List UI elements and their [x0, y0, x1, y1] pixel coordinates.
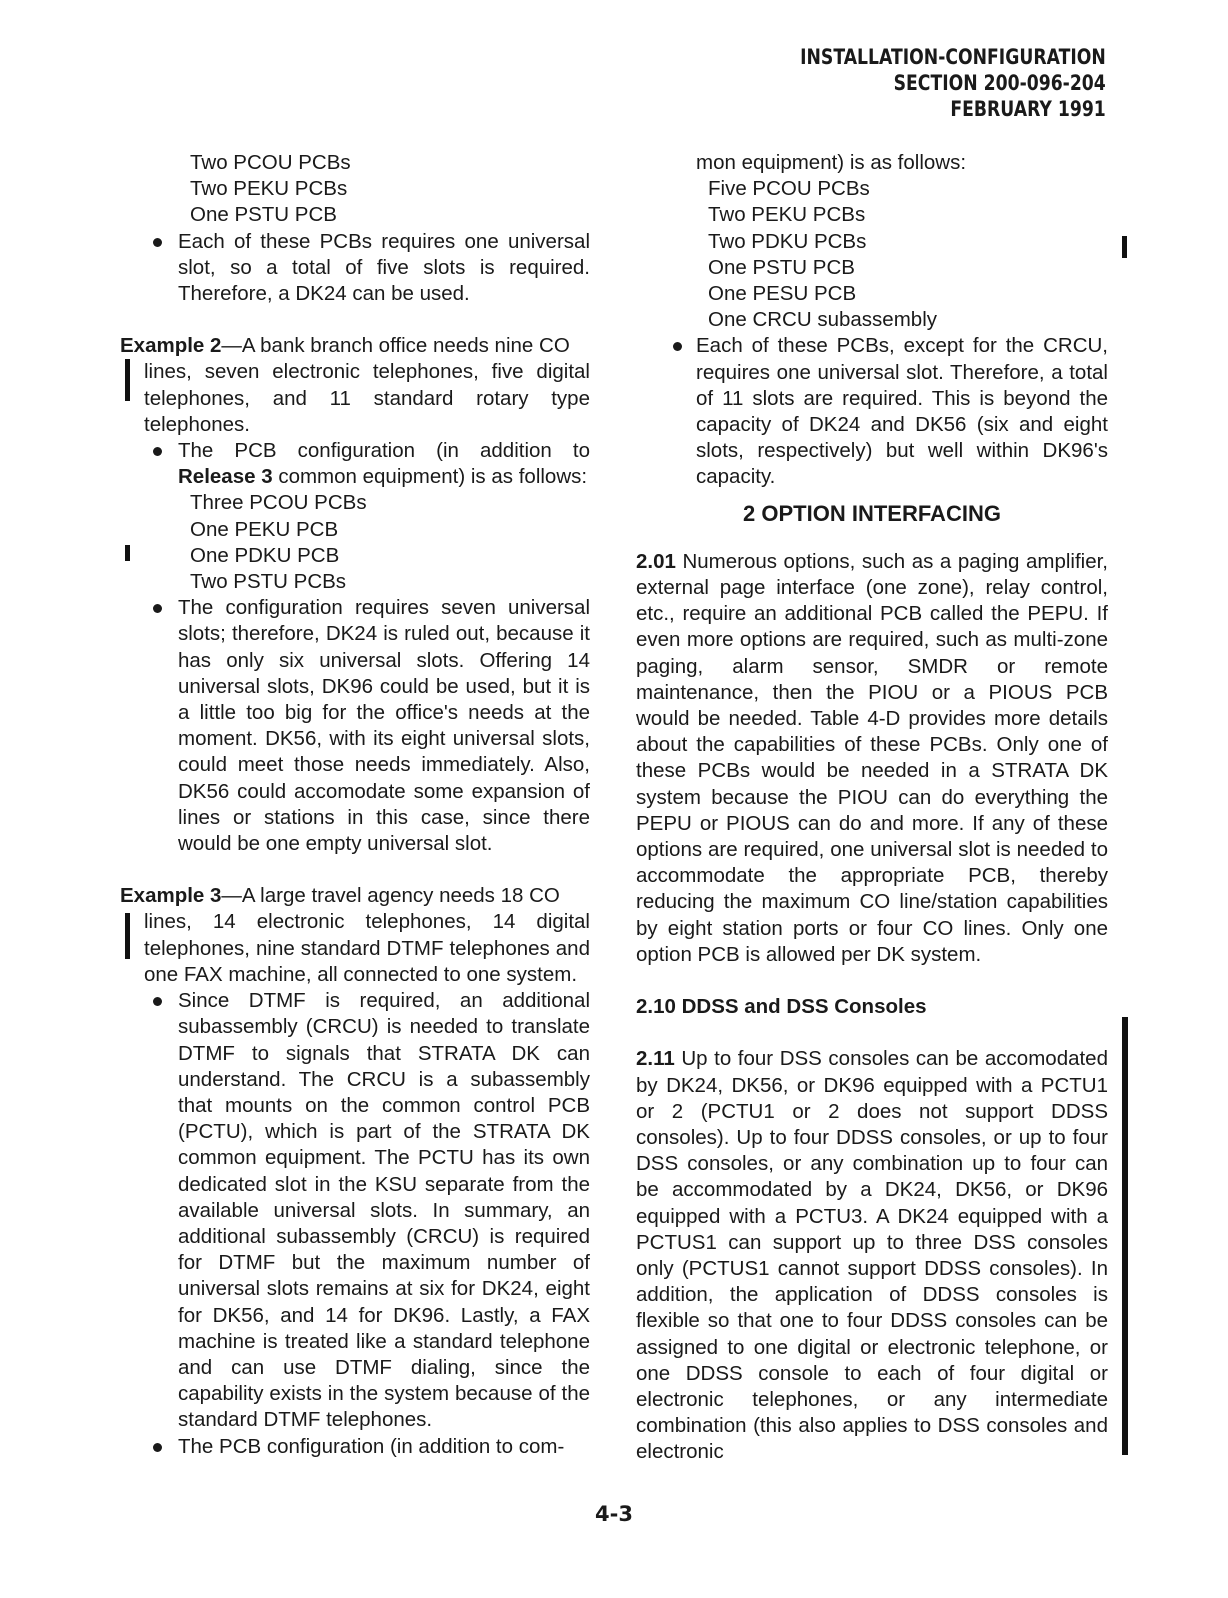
- list-item: Three PCOU PCBs: [190, 491, 367, 515]
- ex2-b1-text-end: common equipment) is as follows:: [272, 465, 588, 489]
- change-bar: [1122, 1017, 1128, 1455]
- list-item: One PDKU PCB: [190, 543, 340, 567]
- list-item: One PESU PCB: [708, 282, 857, 306]
- example-3-intro: [120, 883, 590, 909]
- paragraph-2-01: [636, 549, 1108, 968]
- list-item: One CRCU subassembly: [708, 308, 937, 332]
- ex3-bullet-1: Since DTMF is required, an additional subassembly (CRCU) is needed to translate DTMF to signals that STRATA DK can understand. The CRCU is a subassembly that mounts on the common control PCB (PCTU), which is part of the STRATA DK common equipment. The PCTU has its own dedicated slot in the KSU separate from the available universal slots. In summary, an additional subassembly (CRCU) is required for DTMF but the maximum number of universal slots remains at six for DK24, eight for DK56, and 14 for DK96. Lastly, a FAX machine is treated like a standard telephone and can use DTMF dialing, since the capability exists in the system because of the standard DTMF telephones.: [120, 988, 590, 1433]
- ex1-bullet: Each of these PCBs requires one universal slot, so a total of five slots is required. Therefore, a DK24 can be used.: [120, 229, 590, 308]
- example-2-text: lines, seven electronic telephones, five digital telephones, and 11 standard rotary type telephones.: [144, 360, 590, 436]
- ex2-bullet-2: The configuration requires seven universal slots; therefore, DK24 is ruled out, because it has only six universal slots. Offering 14 universal slots, DK96 could be used, but it is a little too big for the office's needs at the moment. DK56, with its eight universal slots, could meet those needs immediately. Also, DK56 could accomodate some expansion of lines or stations in this case, since there would be one empty universal slot.: [120, 595, 590, 857]
- right-column: [636, 150, 1108, 1466]
- ex2-bullet-1: [120, 438, 590, 490]
- left-column: [120, 150, 590, 1460]
- list-item: Two PEKU PCBs: [708, 203, 866, 227]
- list-item: Two PDKU PCBs: [708, 229, 867, 253]
- release-label: Release: [178, 465, 256, 489]
- page-number: 4-3: [595, 1502, 633, 1526]
- example-3-text-first: —A large travel agency needs 18 CO: [221, 884, 560, 908]
- list-item: Two PCOU PCBs: [190, 151, 351, 174]
- ex2-pcb-list: [120, 490, 590, 595]
- continuation-text: mon equipment) is as follows:: [696, 151, 967, 174]
- change-bar: [1122, 236, 1127, 258]
- release-number: 3: [261, 465, 273, 489]
- list-item: One PEKU PCB: [190, 517, 339, 541]
- ex3-bullet-3: Each of these PCBs, except for the CRCU, requires one universal slot. Therefore, a total of 11 slots are required. This is beyond the capacity of DK24 and DK56 (six and eight slots, respectively) but well within DK96's capacity.: [636, 333, 1108, 490]
- ex2-b1-text: The PCB configuration (in addition to: [178, 439, 590, 463]
- ex1-pcb-list: [120, 150, 590, 229]
- list-item: Five PCOU PCBs: [708, 177, 870, 201]
- list-item: Two PEKU PCBs: [190, 177, 348, 201]
- example-2-intro: [120, 333, 590, 359]
- example-3-label: Example 3: [120, 884, 222, 908]
- header-date: FEBRUARY 1991: [950, 97, 1106, 121]
- paragraph-text: Numerous options, such as a paging amplifier, external page interface (one zone), relay control, etc., require an additional PCB called the PEPU. If even more options are required, such as multi-zone paging, alarm sensor, SMDR or remote maintenance, then the PIOU or a PIOUS PCB would be needed. Table 4-D provides more details about the capabilities of these PCBs. Only one of these PCBs would be needed in a STRATA DK system because the PIOU can do everything the PEPU or PIOUS can do and more. If any of these options are required, one universal slot is needed to accommodate the appropriate PCB, thereby reducing the maximum CO line/station capabilities by eight station ports or four CO lines. Only one option PCB is allowed per DK system.: [636, 549, 1108, 966]
- list-item: One PSTU PCB: [190, 203, 337, 227]
- example-3-text: lines, 14 electronic telephones, 14 digital telephones, nine standard DTMF telephones and one FAX machine, all connected to one system.: [144, 910, 590, 986]
- paragraph-text: Up to four DSS consoles can be accomodated by DK24, DK56, or DK96 equipped with a PCTU1 or 2 (PCTU1 or 2 does not support DDSS consoles). Up to four DDSS consoles, or up to four DSS consoles, or any combination up to four can be accommodated by a DK24, DK56, or DK96 equipped with a PCTU3. A DK24 equipped with a PCTUS1 can support up to three DSS consoles only (PCTUS1 cannot support DDSS consoles). In addition, the application of DDSS consoles is flexible so that one to four DDSS consoles can be assigned to one digital or electronic telephone, or one DDSS console to each of four digital or electronic telephones, or any intermediate combination (this also applies to DSS consoles and electronic: [636, 1047, 1108, 1464]
- paragraph-number: 2.01: [636, 549, 676, 573]
- example-2-text-first: —A bank branch office needs nine CO: [221, 334, 570, 358]
- ex3-pcb-list: [636, 176, 1108, 333]
- paragraph-2-11: [636, 1046, 1108, 1465]
- running-header: [800, 44, 1106, 122]
- header-section: SECTION 200-096-204: [893, 71, 1106, 95]
- list-item: One PSTU PCB: [708, 255, 855, 279]
- list-item: Two PSTU PCBs: [190, 570, 347, 594]
- header-title: INSTALLATION-CONFIGURATION: [800, 45, 1106, 69]
- ex3-bullet-2: The PCB configuration (in addition to com-: [120, 1434, 590, 1460]
- example-2-label: Example 2: [120, 334, 222, 358]
- subsection-title: 2.10 DDSS and DSS Consoles: [636, 995, 927, 1019]
- paragraph-number: 2.11: [636, 1047, 675, 1071]
- section-title: 2 OPTION INTERFACING: [743, 500, 1001, 526]
